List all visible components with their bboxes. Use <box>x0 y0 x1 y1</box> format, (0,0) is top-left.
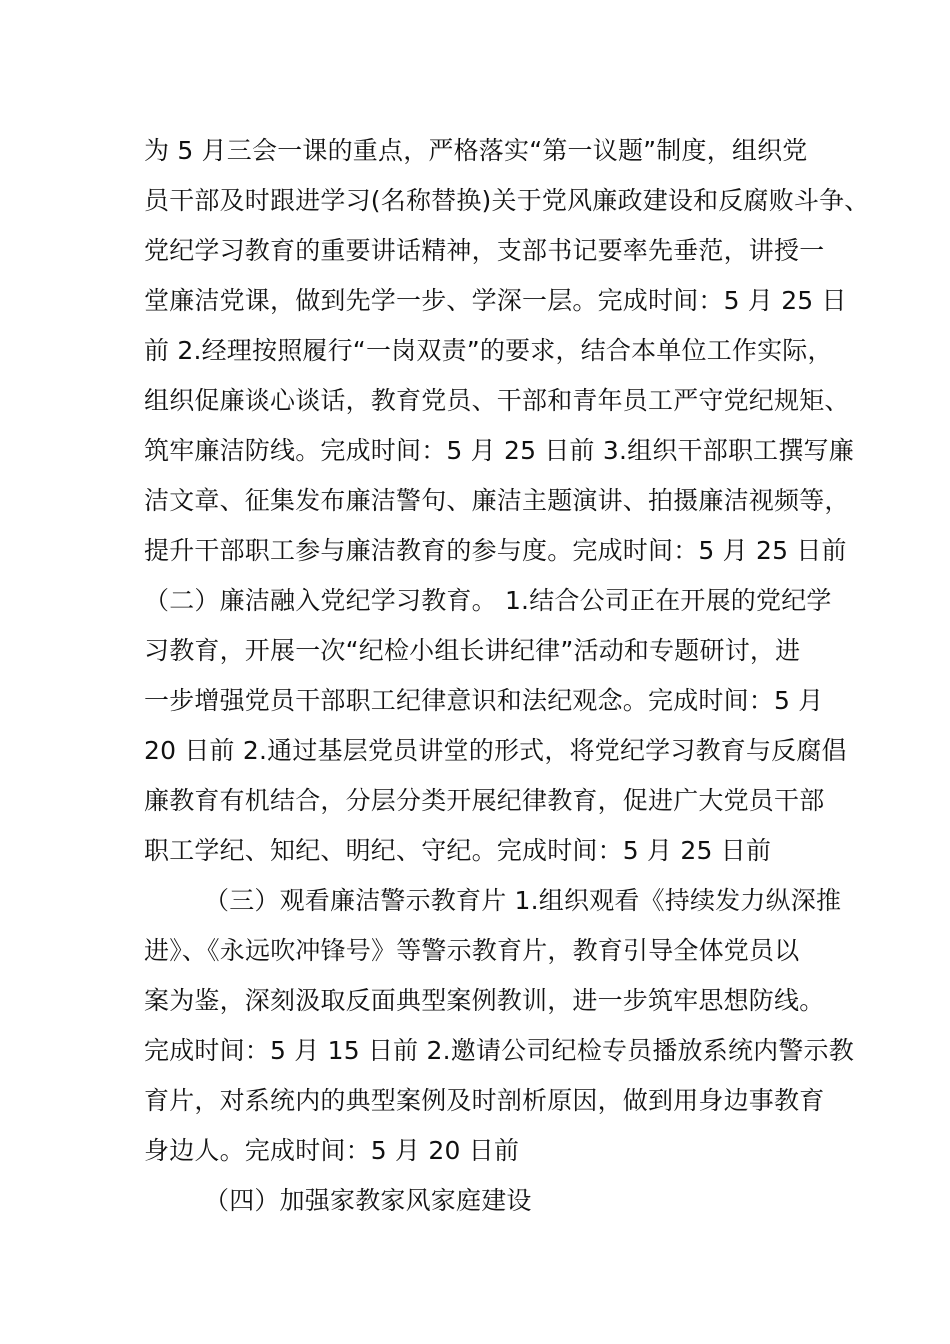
text-line: 进》、《永远吹冲锋号》等警示教育片，教育引导全体党员以 <box>144 936 800 965</box>
text-line: 员干部及时跟进学习(名称替换)关于党风廉政建设和反腐败斗争、 <box>144 186 870 215</box>
text-line: 案为鉴，深刻汲取反面典型案例教训，进一步筑牢思想防线。 <box>144 986 825 1015</box>
text-line: 廉教育有机结合，分层分类开展纪律教育，促进广大党员干部 <box>144 786 825 815</box>
text-line: 身边人。完成时间：5 月 20 日前 <box>144 1136 520 1165</box>
text-line: 提升干部职工参与廉洁教育的参与度。完成时间：5 月 25 日前 <box>144 536 847 565</box>
text-line: 为 5 月三会一课的重点，严格落实“第一议题”制度，组织党 <box>144 136 808 165</box>
text-line: 堂廉洁党课，做到先学一步、学深一层。完成时间：5 月 25 日 <box>144 286 847 315</box>
text-line: 组织促廉谈心谈话，教育党员、干部和青年员工严守党纪规矩、 <box>144 386 850 415</box>
text-line: 前 2.经理按照履行“一岗双责”的要求，结合本单位工作实际， <box>144 336 833 365</box>
section-heading-line: （四）加强家教家风家庭建设 <box>204 1186 532 1215</box>
text-line: 筑牢廉洁防线。完成时间：5 月 25 日前 3.组织干部职工撰写廉 <box>144 436 854 465</box>
text-line: 职工学纪、知纪、明纪、守纪。完成时间：5 月 25 日前 <box>144 836 772 865</box>
text-line: 洁文章、征集发布廉洁警句、廉洁主题演讲、拍摄廉洁视频等， <box>144 486 850 515</box>
text-line: 育片，对系统内的典型案例及时剖析原因，做到用身边事教育 <box>144 1086 825 1115</box>
section-heading-line: （三）观看廉洁警示教育片 1.组织观看《持续发力纵深推 <box>204 886 842 915</box>
text-line: 一步增强党员干部职工纪律意识和法纪观念。完成时间：5 月 <box>144 686 824 715</box>
section-heading-line: （二）廉洁融入党纪学习教育。 1.结合公司正在开展的党纪学 <box>144 586 832 615</box>
text-line: 党纪学习教育的重要讲话精神，支部书记要率先垂范，讲授一 <box>144 236 825 265</box>
text-line: 习教育，开展一次“纪检小组长讲纪律”活动和专题研讨，进 <box>144 636 801 665</box>
text-line: 完成时间：5 月 15 日前 2.邀请公司纪检专员播放系统内警示教 <box>144 1036 854 1065</box>
text-line: 20 日前 2.通过基层党员讲堂的形式，将党纪学习教育与反腐倡 <box>144 736 847 765</box>
